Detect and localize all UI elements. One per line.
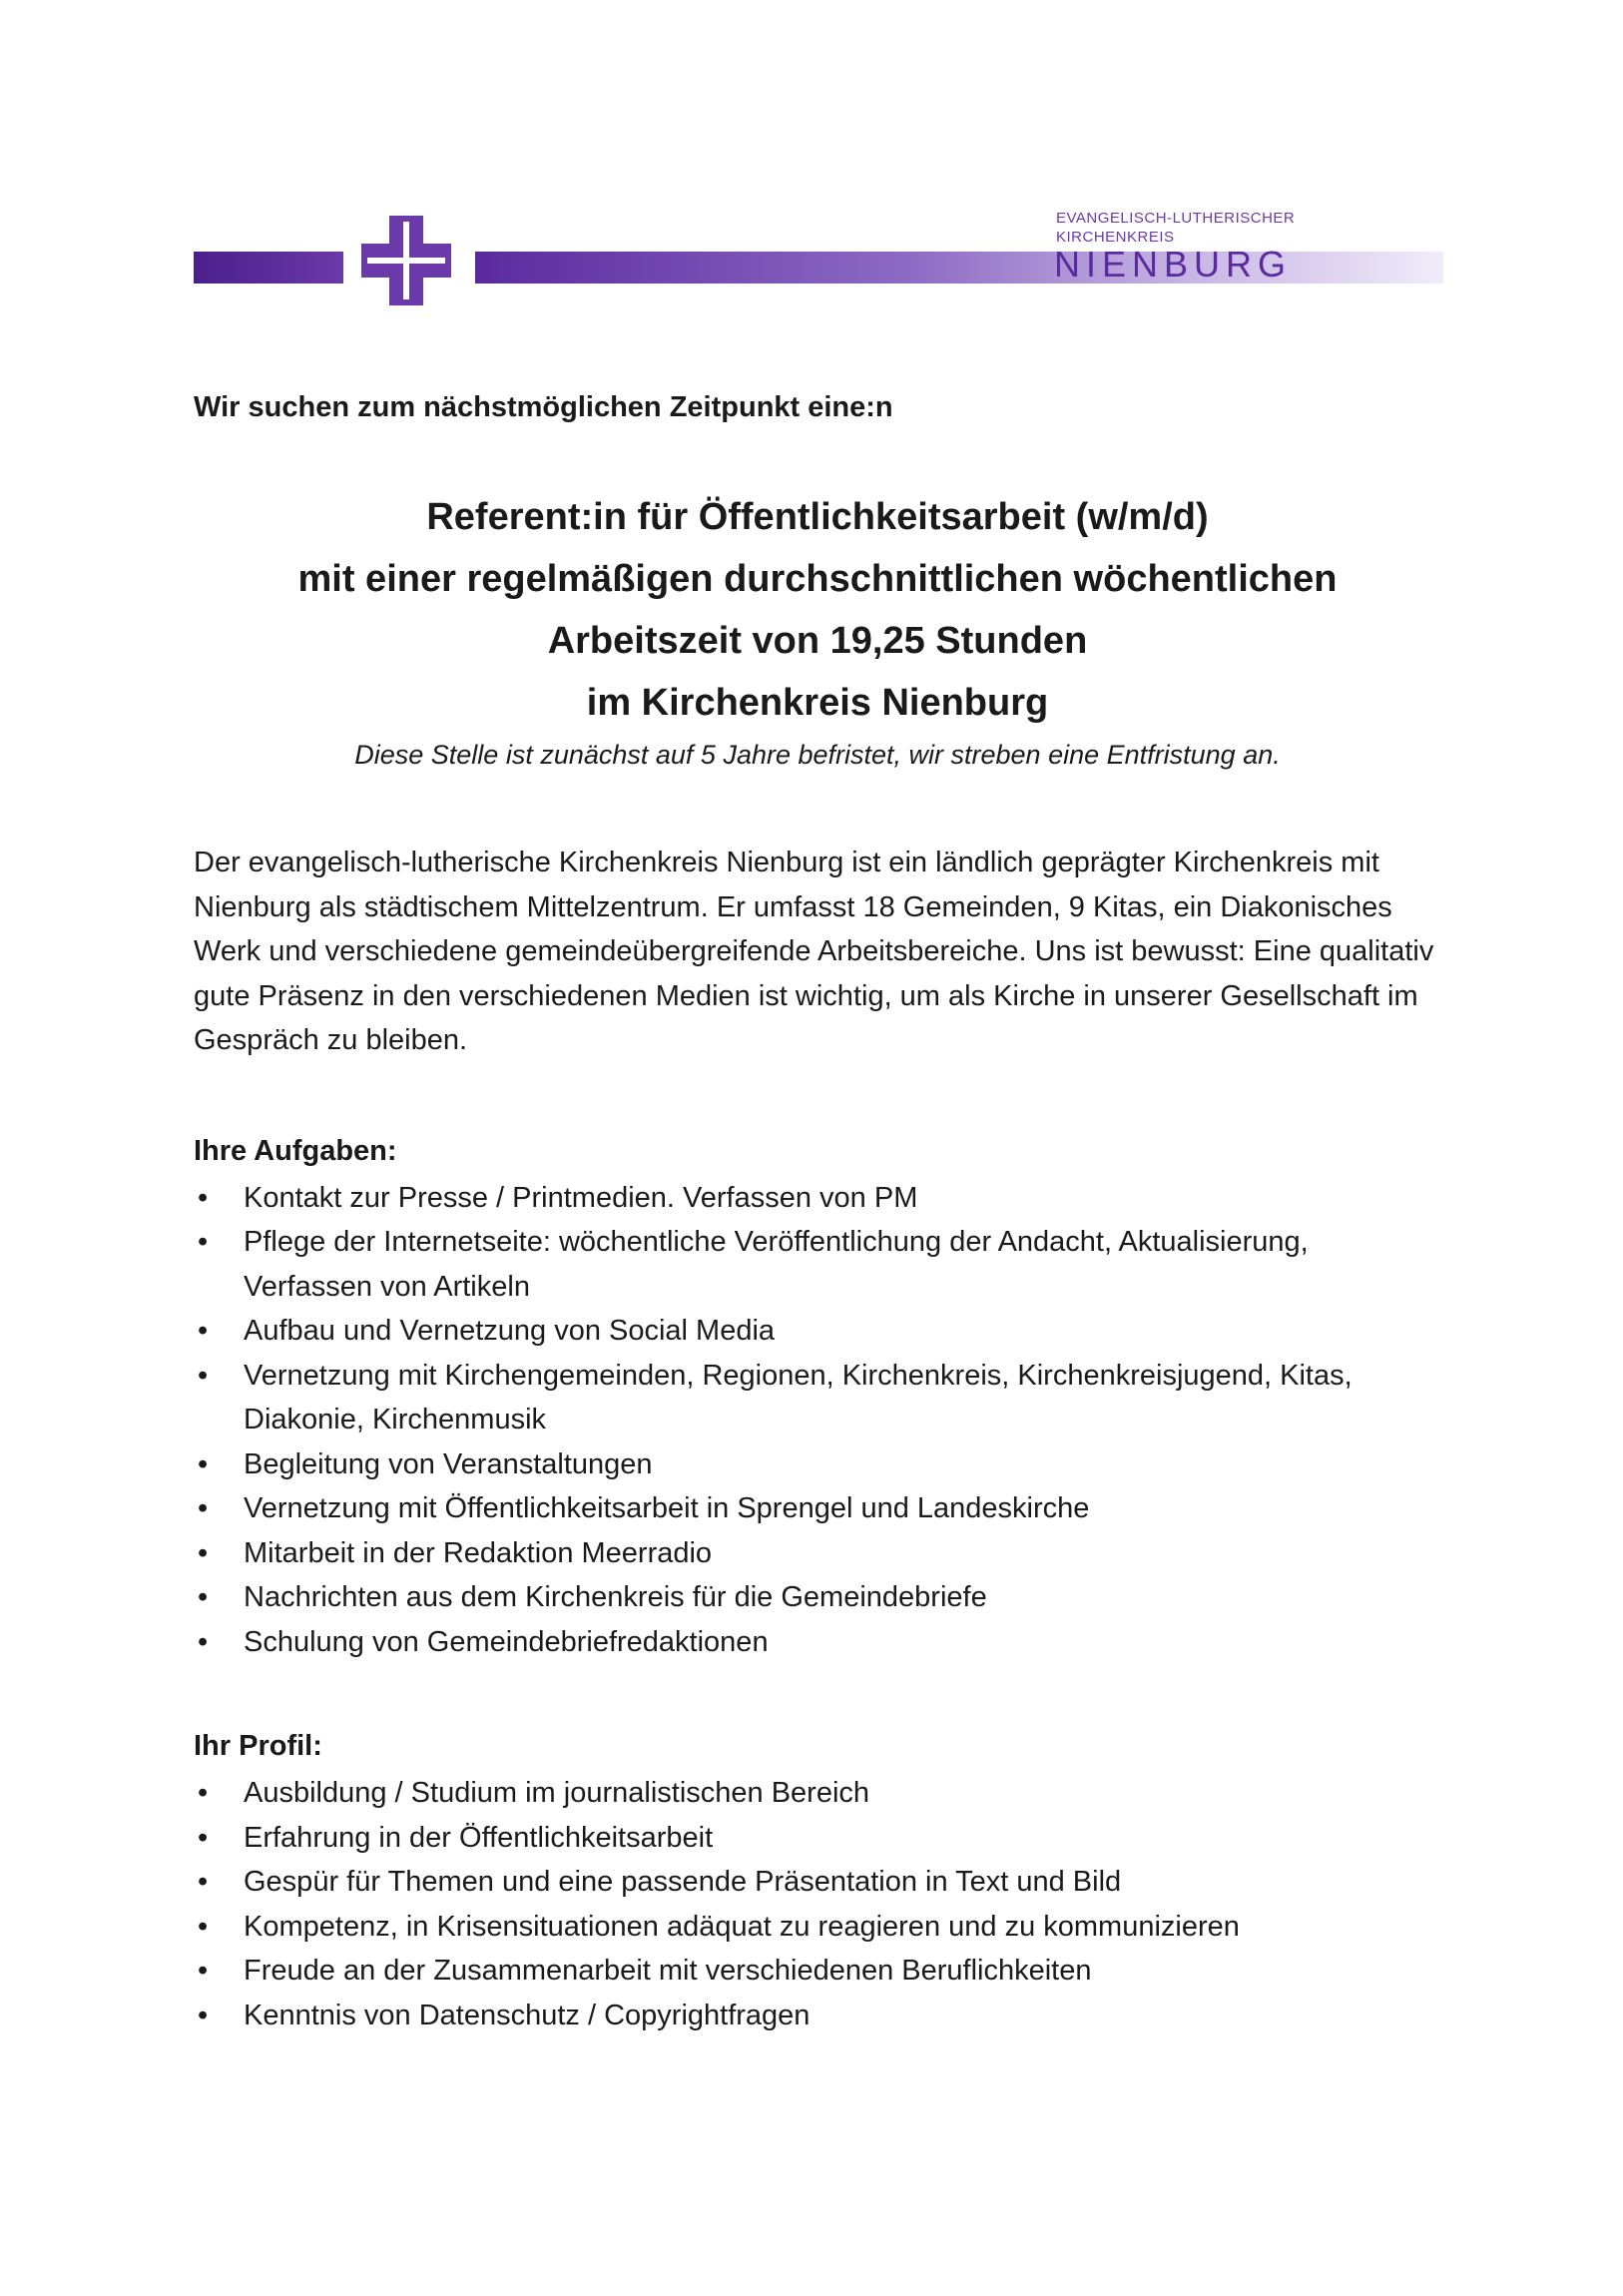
tasks-section xyxy=(194,1135,1441,1665)
tasks-heading: Ihre Aufgaben: xyxy=(194,1134,397,1167)
job-title xyxy=(194,486,1441,734)
list-item: • Begleitung von Veranstaltungen xyxy=(194,1442,1441,1487)
intro-text: Wir suchen zum nächstmöglichen Zeitpunkt eine:n xyxy=(194,391,893,423)
logo-bar-left xyxy=(194,252,343,284)
list-item: • Aufbau und Vernetzung von Social Media xyxy=(194,1309,1441,1354)
title-line: Referent:in für Öffentlichkeitsarbeit (w/m/d) xyxy=(426,496,1209,538)
list-item: • Gespür für Themen und eine passende Präsentation in Text und Bild xyxy=(194,1860,1441,1905)
list-item: • Kompetenz, in Krisensituationen adäquat zu reagieren und zu kommunizieren xyxy=(194,1905,1441,1950)
profile-section xyxy=(194,1730,1441,2037)
tasks-list xyxy=(194,1176,1441,1665)
org-name: NIENBURG xyxy=(1054,244,1293,285)
list-item: • Vernetzung mit Kirchengemeinden, Regionen, Kirchenkreis, Kirchenkreisjugend, Kitas, Diakonie, Kirchenmusik xyxy=(194,1354,1441,1442)
profile-list xyxy=(194,1771,1441,2037)
profile-heading: Ihr Profil: xyxy=(194,1730,322,1762)
document-body xyxy=(194,391,1441,2037)
list-item: • Nachrichten aus dem Kirchenkreis für die Gemeindebriefe xyxy=(194,1575,1441,1620)
header-logo xyxy=(0,0,1623,329)
title-line: Arbeitszeit von 19,25 Stunden xyxy=(547,620,1088,662)
list-item: • Vernetzung mit Öffentlichkeitsarbeit in Sprengel und Landeskirche xyxy=(194,1486,1441,1531)
cross-icon xyxy=(359,214,453,307)
org-line1: EVANGELISCH-LUTHERISCHER xyxy=(1056,210,1296,227)
list-item: • Kenntnis von Datenschutz / Copyrightfragen xyxy=(194,1994,1441,2038)
list-item: • Ausbildung / Studium im journalistischen Bereich xyxy=(194,1771,1441,1816)
title-line: mit einer regelmäßigen durchschnittlichen wöchentlichen xyxy=(297,558,1338,600)
subtitle: Diese Stelle ist zunächst auf 5 Jahre befristet, wir streben eine Entfristung an. xyxy=(354,740,1281,770)
list-item: • Schulung von Gemeindebriefredaktionen xyxy=(194,1620,1441,1665)
list-item: • Kontakt zur Presse / Printmedien. Verfassen von PM xyxy=(194,1176,1441,1221)
list-item: • Erfahrung in der Öffentlichkeitsarbeit xyxy=(194,1816,1441,1861)
list-item: • Freude an der Zusammenarbeit mit verschiedenen Beruflichkeiten xyxy=(194,1949,1441,1994)
list-item: • Mitarbeit in der Redaktion Meerradio xyxy=(194,1531,1441,1576)
org-line2: KIRCHENKREIS xyxy=(1056,229,1175,246)
logo-bar-right xyxy=(475,252,1443,284)
title-line: im Kirchenkreis Nienburg xyxy=(586,682,1049,724)
description-paragraph: Der evangelisch-lutherische Kirchenkreis Nienburg ist ein ländlich geprägter Kirchenkreis mit Nienburg als städtischem Mittelzentrum. Er umfasst 18 Gemeinden, 9 Kitas, ein Diakonisches Werk und verschiedene gemeindeübergreifende Arbeitsbereiche. Uns ist bewusst: Eine qualitativ gute Präsenz in den verschiedenen Medien ist wichtig, um als Kirche in unserer Gesellschaft im Gespräch zu bleiben. xyxy=(194,847,1434,1056)
list-item: • Pflege der Internetseite: wöchentliche Veröffentlichung der Andacht, Aktualisierung, Verfassen von Artikeln xyxy=(194,1220,1441,1309)
